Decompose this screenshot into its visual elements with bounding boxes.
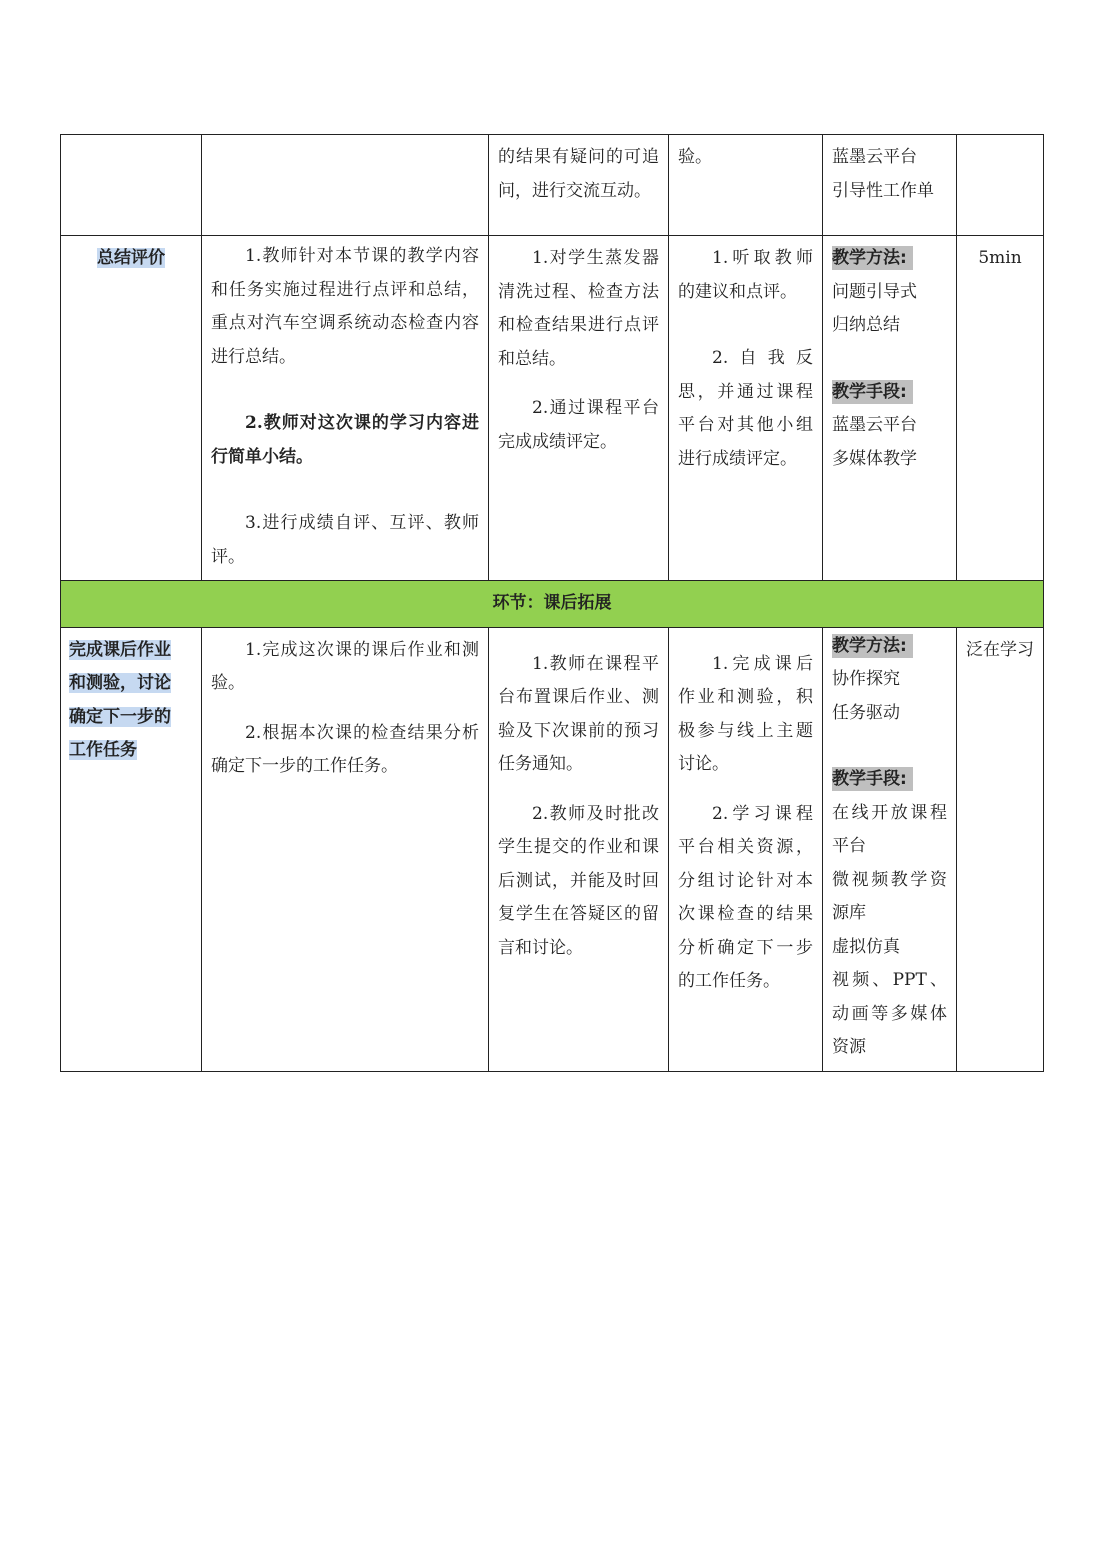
continuation-text-col4: 验。 [678, 147, 712, 167]
method-label: 教学方法: [832, 246, 913, 270]
cell-teacher-summary [202, 236, 489, 581]
col4-paragraph-2: 2.学习课程平台相关资源，分组讨论针对本次课检查的结果分析确定下一步的工作任务。 [678, 803, 813, 991]
table-row-continuation [61, 135, 1044, 236]
cell-col4-continuation [669, 135, 823, 236]
stage-label-after: 完成课后作业 和测验，讨论 确定下一步的 工作任务 [69, 639, 171, 760]
teacher-paragraph-2: 2.教师对这次课的学习内容进行简单小结。 [211, 413, 479, 467]
cell-method-summary [823, 236, 957, 581]
col3-paragraph-2: 2.教师及时批改学生提交的作业和课后测试，并能及时回复学生在答疑区的留言和讨论。 [498, 803, 659, 958]
means-item: 虚拟仿真 [832, 936, 900, 957]
table-row-after-class [61, 627, 1044, 1071]
cell-col4-after [669, 627, 823, 1071]
lesson-plan-table [60, 134, 1044, 1072]
teacher-paragraph-2: 2.根据本次课的检查结果分析确定下一步的工作任务。 [211, 722, 479, 776]
col4-paragraph-1: 1.完成课后作业和测验，积极参与线上主题讨论。 [678, 653, 813, 774]
teacher-paragraph-3: 3.进行成绩自评、互评、教师评。 [211, 513, 479, 567]
cell-time-after [957, 627, 1044, 1071]
means-item: 在线开放课程平台 [832, 802, 947, 856]
table-row-summary [61, 236, 1044, 581]
section-header-text: 环节：课后拓展 [492, 593, 612, 613]
stage-label-summary: 总结评价 [97, 248, 165, 268]
time-value: 5min [978, 248, 1022, 268]
table-row-section-header [61, 581, 1044, 628]
col4-paragraph-1: 1.听取教师的建议和点评。 [678, 248, 813, 302]
continuation-text: 的结果有疑问的可追问，进行交流互动。 [498, 147, 659, 201]
means-item: 微视频教学资源库 [832, 869, 947, 923]
means-label: 教学手段: [832, 767, 913, 791]
cell-means-continuation [823, 135, 957, 236]
cell-time-empty [957, 135, 1044, 236]
teacher-paragraph-1: 1.完成这次课的课后作业和测验。 [211, 639, 479, 693]
means-item: 引导性工作单 [832, 180, 934, 201]
cell-col3-continuation [489, 135, 669, 236]
means-item: 多媒体教学 [832, 448, 917, 469]
cell-stage-summary [61, 236, 202, 581]
cell-col4-summary [669, 236, 823, 581]
col3-paragraph-1: 1.教师在课程平台布置课后作业、测验及下次课前的预习任务通知。 [498, 653, 659, 774]
cell-stage-after [61, 627, 202, 1071]
cell-time-summary [957, 236, 1044, 581]
cell-col3-after [489, 627, 669, 1071]
time-value: 泛在学习 [966, 639, 1034, 660]
col3-paragraph-1: 1.对学生蒸发器清洗过程、检查方法和检查结果进行点评和总结。 [498, 248, 659, 369]
cell-teacher-empty [202, 135, 489, 236]
means-item: 蓝墨云平台 [832, 147, 917, 167]
section-header-after-class [61, 581, 1044, 628]
cell-method-after [823, 627, 957, 1071]
means-label: 教学手段: [832, 380, 913, 404]
method-item: 任务驱动 [832, 702, 900, 723]
method-item: 问题引导式 [832, 281, 917, 302]
teacher-paragraph-1: 1.教师针对本节课的教学内容和任务实施过程进行点评和总结，重点对汽车空调系统动态检查内容进行总结。 [211, 246, 479, 367]
col4-paragraph-2: 2.自我反思，并通过课程平台对其他小组进行成绩评定。 [678, 348, 813, 469]
means-item: 视频、PPT、动画等多媒体资源 [832, 970, 947, 1057]
means-item: 蓝墨云平台 [832, 415, 917, 435]
method-item: 协作探究 [832, 669, 900, 689]
col3-paragraph-2: 2.通过课程平台完成成绩评定。 [498, 398, 659, 452]
cell-teacher-after [202, 627, 489, 1071]
method-item: 归纳总结 [832, 315, 900, 335]
cell-col3-summary [489, 236, 669, 581]
cell-stage-empty [61, 135, 202, 236]
method-label: 教学方法: [832, 634, 913, 658]
